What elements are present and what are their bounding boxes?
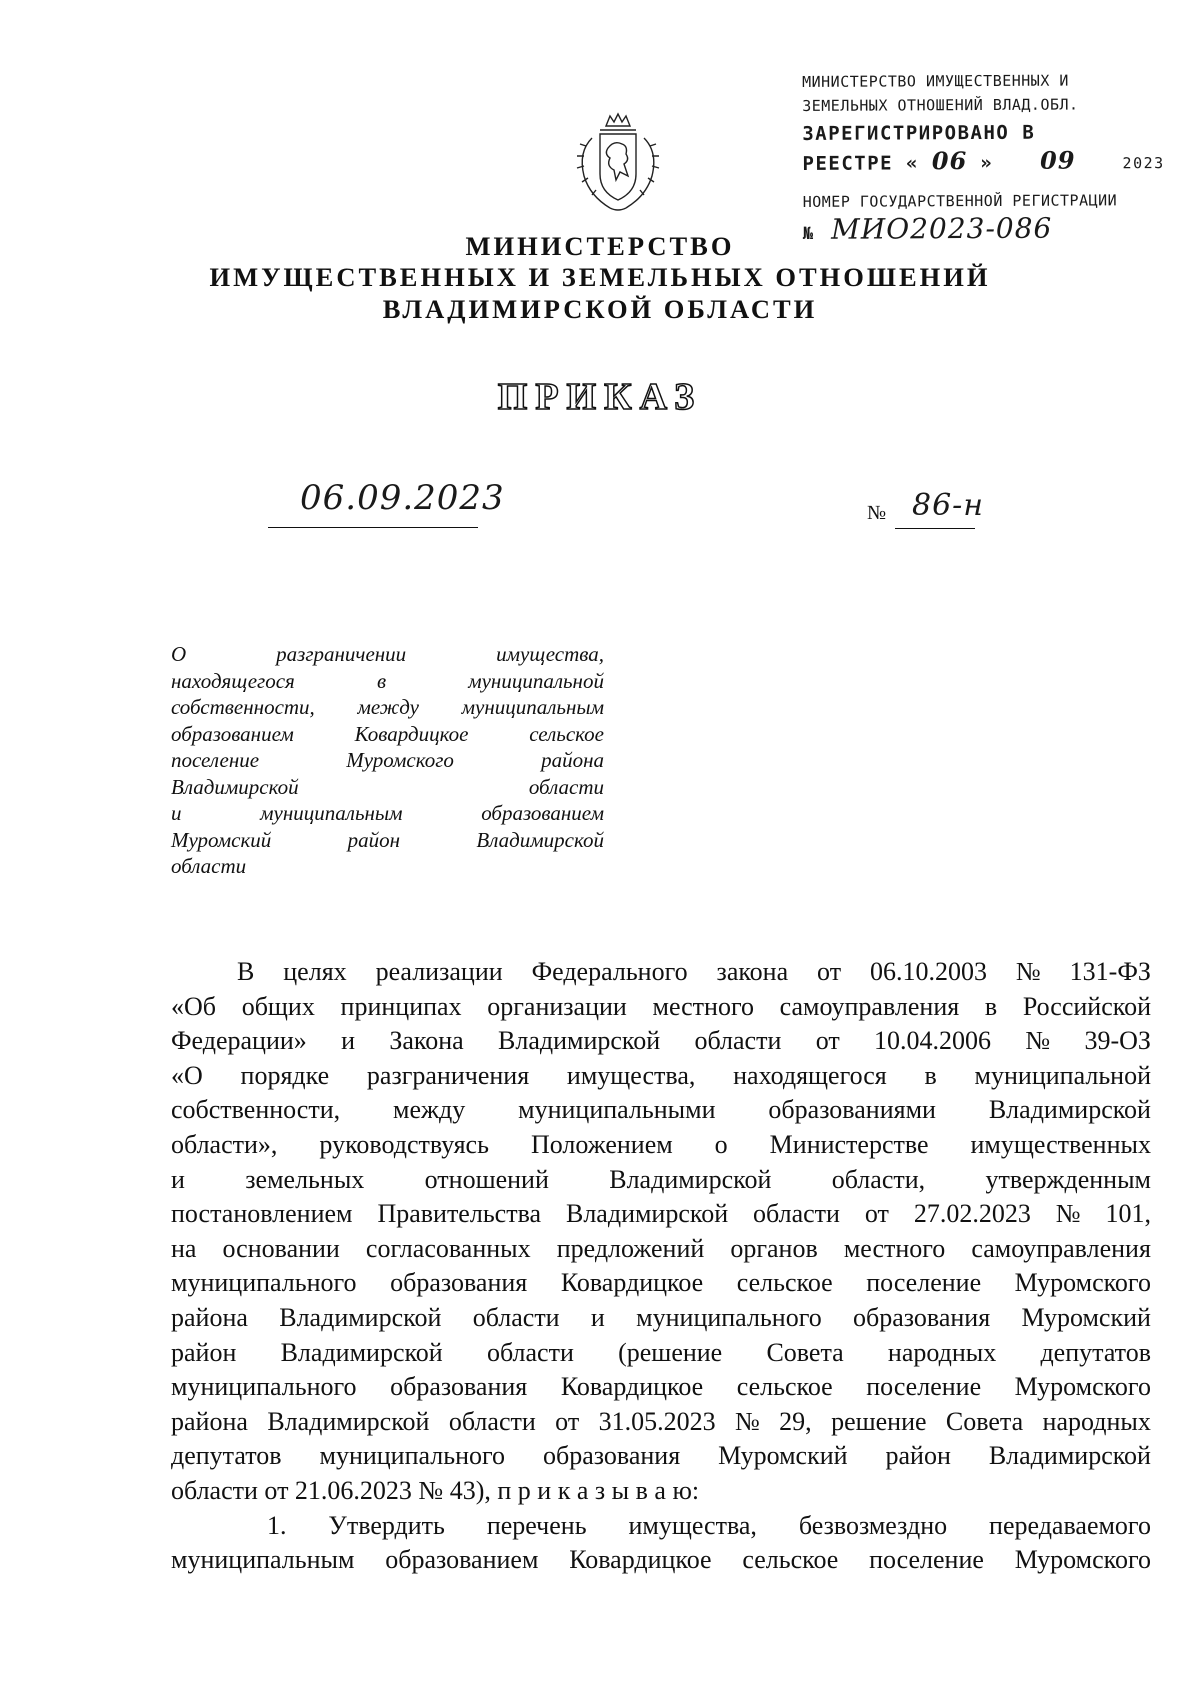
word: между <box>393 1095 466 1125</box>
word: муниципальным <box>461 695 604 719</box>
body-line <box>171 1301 1151 1336</box>
word: образования <box>390 1268 528 1298</box>
word: Муромский <box>718 1441 848 1471</box>
word: сельское <box>736 1372 833 1402</box>
word: муниципальной <box>468 668 604 693</box>
word: Министерстве <box>769 1129 929 1159</box>
word: местного <box>652 991 754 1021</box>
word: народных <box>1042 1406 1151 1436</box>
word: основании <box>222 1233 340 1263</box>
word: образования <box>390 1372 528 1402</box>
body-line <box>171 1197 1151 1232</box>
word: 06.10.2003 <box>870 957 987 986</box>
body-line <box>171 990 1151 1025</box>
document-type-title: ПРИКАЗ <box>497 376 703 418</box>
word: Владимирской <box>988 1441 1151 1471</box>
word: сельское <box>736 1268 833 1298</box>
coat-of-arms-emblem <box>570 112 666 216</box>
word: между <box>357 695 419 719</box>
stamp-line-1: МИНИСТЕРСТВО ИМУЩЕСТВЕННЫХ И <box>802 71 1069 91</box>
word: народных <box>887 1337 997 1367</box>
subject-line <box>171 641 604 668</box>
word: Совета <box>766 1337 844 1367</box>
word: порядке <box>240 1060 330 1090</box>
word: утвержденным <box>985 1164 1151 1194</box>
word: Федерального <box>531 957 688 986</box>
word: Федерации» <box>171 1026 307 1056</box>
word: сельское <box>742 1545 839 1575</box>
word: № <box>734 1406 760 1436</box>
word: Владимирской <box>609 1164 772 1194</box>
word: поселение <box>866 1268 982 1298</box>
word: целях <box>283 957 347 986</box>
word: на <box>171 1233 197 1263</box>
stamp-year: 2023 <box>1122 154 1165 173</box>
word: 29, <box>779 1406 812 1436</box>
word: Правительства <box>377 1199 542 1229</box>
word: Владимирской <box>476 827 604 852</box>
word: район <box>885 1441 951 1471</box>
word: № <box>1015 957 1041 986</box>
word: Ковардицкое <box>569 1545 712 1575</box>
stamp-registry-prefix: РЕЕСТРЕ « <box>802 152 919 175</box>
body-line <box>171 1370 1151 1405</box>
word: области, <box>831 1164 926 1194</box>
word: области <box>528 774 604 799</box>
word: области <box>472 1302 560 1332</box>
body-line <box>171 1543 1151 1578</box>
word: имущества, <box>496 642 604 666</box>
word: области», <box>171 1129 278 1159</box>
word: предложений <box>556 1233 705 1263</box>
stamp-line-5: НОМЕР ГОСУДАРСТВЕННОЙ РЕГИСТРАЦИИ <box>802 191 1118 211</box>
number-underline <box>895 528 975 529</box>
subject-line <box>171 774 604 801</box>
word: «Об <box>171 991 217 1021</box>
word: области <box>171 854 247 878</box>
word: земельных <box>245 1164 365 1194</box>
ministry-title-line-3: ВЛАДИМИРСКОЙ ОБЛАСТИ <box>382 294 818 324</box>
subject-line <box>171 853 604 880</box>
word: органов <box>730 1233 818 1263</box>
word: находящегося <box>733 1060 887 1090</box>
word: Закона <box>389 1026 464 1056</box>
word: организации <box>487 991 627 1021</box>
word: Владимирской <box>988 1095 1151 1125</box>
word: образованием <box>481 801 604 825</box>
ministry-title-line-1: МИНИСТЕРСТВО <box>465 231 735 261</box>
word: и <box>171 801 182 825</box>
word: Утвердить <box>328 1510 445 1540</box>
word: (решение <box>618 1337 723 1367</box>
word: 27.02.2023 <box>913 1199 1031 1229</box>
word: № <box>1055 1199 1081 1229</box>
word: В <box>237 957 255 986</box>
order-date-handwritten: 06.09.2023 <box>300 478 505 518</box>
word: Совета <box>945 1406 1024 1436</box>
word: отношений <box>424 1164 549 1194</box>
body-line <box>171 1509 1151 1544</box>
word: Муромского <box>1014 1268 1151 1298</box>
word: области от 21.06.2023 № 43), п р и к а з ы в а ю: <box>171 1475 700 1505</box>
word: принципах <box>340 991 462 1021</box>
order-number-sign: № <box>867 502 887 524</box>
word: образования <box>543 1441 681 1471</box>
word: район <box>347 827 401 852</box>
word: депутатов <box>171 1441 282 1471</box>
stamp-day-handwritten: 06 <box>931 146 968 176</box>
word: и <box>171 1164 185 1194</box>
word: муниципального <box>171 1372 357 1402</box>
word: поселение <box>171 748 260 772</box>
body-line <box>171 1232 1151 1267</box>
word: собственности, <box>171 695 315 719</box>
stamp-line-3: ЗАРЕГИСТРИРОВАНО В <box>802 121 1036 145</box>
word: Муромского <box>1014 1545 1151 1575</box>
word: «О <box>171 1060 203 1090</box>
word: № <box>1025 1026 1051 1056</box>
word: самоуправления <box>779 991 960 1021</box>
word: передаваемого <box>989 1510 1151 1540</box>
word: о <box>714 1129 728 1159</box>
word: Владимирской <box>498 1026 661 1056</box>
body-line <box>171 1266 1151 1301</box>
word: района <box>171 1302 248 1332</box>
body-line <box>171 1336 1151 1371</box>
word: О <box>171 642 187 666</box>
word: депутатов <box>1040 1337 1151 1367</box>
word: Владимирской <box>171 774 299 799</box>
word: Российской <box>1022 991 1151 1021</box>
word: имущества, <box>628 1510 757 1540</box>
word: Ковардицкое <box>560 1268 704 1298</box>
word: в <box>984 991 998 1021</box>
word: района <box>541 748 604 772</box>
word: в <box>376 668 387 693</box>
registration-stamp <box>802 71 1165 246</box>
word: 10.04.2006 <box>874 1026 992 1056</box>
word: в <box>924 1060 937 1090</box>
stamp-line-4 <box>802 145 1164 176</box>
word: и <box>341 1026 356 1056</box>
word: общих <box>241 991 315 1021</box>
word: 39-ОЗ <box>1084 1026 1151 1056</box>
word: Муромского <box>346 748 454 772</box>
word: области <box>448 1406 536 1436</box>
word: муниципальным <box>260 801 403 825</box>
word: закона <box>716 957 789 986</box>
order-subject <box>171 641 604 880</box>
word: согласованных <box>365 1233 531 1263</box>
word: поселение <box>866 1372 982 1402</box>
word: 31.05.2023 <box>598 1406 716 1436</box>
word: образованием <box>385 1545 539 1575</box>
word: 131-ФЗ <box>1069 957 1151 986</box>
date-underline <box>268 527 478 528</box>
word: Положением <box>530 1129 673 1159</box>
stamp-line-2: ЗЕМЕЛЬНЫХ ОТНОШЕНИЙ ВЛАД.ОБЛ. <box>802 95 1079 115</box>
stamp-number-sign: № <box>802 223 814 244</box>
word: от <box>817 957 842 986</box>
word: имущественных <box>970 1129 1151 1159</box>
word: местного <box>843 1233 946 1263</box>
word: безвозмездно <box>798 1510 948 1540</box>
body-line <box>171 1439 1151 1474</box>
word: район <box>171 1337 237 1367</box>
stamp-registry-mid: » <box>980 151 994 175</box>
order-body-text <box>171 955 1151 1578</box>
word: руководствуясь <box>319 1129 489 1159</box>
subject-line <box>171 668 604 695</box>
body-line <box>171 1405 1151 1440</box>
word: от <box>555 1406 580 1436</box>
word: решение <box>831 1406 927 1436</box>
word: имущества, <box>566 1060 696 1090</box>
word: образования <box>853 1302 991 1332</box>
stamp-registration-number-handwritten: МИО2023-086 <box>831 211 1053 246</box>
word: перечень <box>486 1510 587 1540</box>
word: муниципальными <box>518 1095 716 1125</box>
word: Муромского <box>1014 1372 1151 1402</box>
word: поселение <box>869 1545 984 1575</box>
subject-line <box>171 721 604 748</box>
body-line <box>171 1128 1151 1163</box>
word: Ковардицкое <box>354 721 469 746</box>
subject-line <box>171 800 604 827</box>
word: Владимирской <box>267 1406 430 1436</box>
word: муниципального <box>636 1302 822 1332</box>
word: области <box>486 1337 574 1367</box>
word: района <box>171 1406 248 1436</box>
word: от <box>864 1199 889 1229</box>
word: сельское <box>529 721 604 746</box>
body-line <box>171 1059 1151 1094</box>
word: муниципального <box>171 1268 357 1298</box>
word: и <box>590 1302 605 1332</box>
word: разграничения <box>366 1060 530 1090</box>
body-line <box>171 1024 1151 1059</box>
word: Муромский <box>1021 1302 1151 1332</box>
word: образованием <box>171 721 294 746</box>
word: Владимирской <box>280 1337 443 1367</box>
word: Владимирской <box>565 1199 729 1229</box>
word: муниципального <box>319 1441 506 1471</box>
body-line <box>171 955 1151 990</box>
word: собственности, <box>171 1095 341 1125</box>
word: области <box>694 1026 782 1056</box>
word: муниципальной <box>974 1060 1151 1090</box>
word: 1. <box>267 1510 287 1540</box>
body-line <box>171 1163 1151 1198</box>
word: муниципальным <box>171 1545 355 1575</box>
body-line <box>171 1093 1151 1128</box>
word: 101, <box>1105 1199 1151 1229</box>
word: Ковардицкое <box>560 1372 704 1402</box>
word: образованиями <box>768 1095 936 1125</box>
word: разграничении <box>276 642 407 666</box>
subject-line <box>171 747 604 774</box>
word: постановлением <box>171 1199 353 1229</box>
word: находящегося <box>171 668 295 693</box>
order-number-handwritten: 86-н <box>912 488 985 523</box>
subject-line <box>171 694 604 721</box>
word: реализации <box>375 957 503 986</box>
word: от <box>815 1026 840 1056</box>
word: области <box>753 1199 840 1229</box>
word: Владимирской <box>279 1302 442 1332</box>
word: самоуправления <box>971 1233 1151 1263</box>
ministry-title-line-2: ИМУЩЕСТВЕННЫХ И ЗЕМЕЛЬНЫХ ОТНОШЕНИЙ <box>209 262 991 292</box>
body-line <box>171 1474 1151 1509</box>
subject-line <box>171 827 604 854</box>
word: Муромский <box>171 827 272 852</box>
stamp-month-handwritten: 09 <box>1040 145 1076 175</box>
